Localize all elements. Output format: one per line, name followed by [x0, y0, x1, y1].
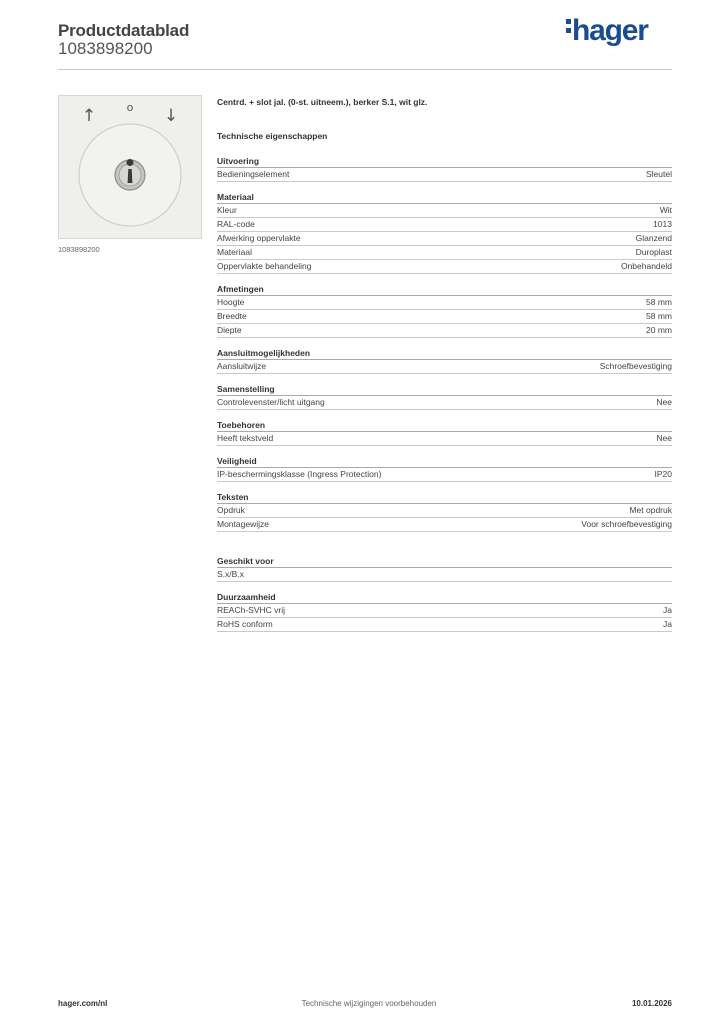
property-group	[217, 455, 672, 482]
property-label: Hoogte	[217, 297, 245, 307]
zero-position-icon: o	[126, 101, 134, 114]
property-group	[217, 419, 672, 446]
property-row	[217, 396, 672, 410]
property-row	[217, 246, 672, 260]
image-caption: 1083898200	[58, 245, 100, 254]
property-label: Controlevenster/licht uitgang	[217, 397, 325, 407]
property-label: Materiaal	[217, 247, 252, 257]
property-group	[217, 191, 672, 274]
property-row	[217, 468, 672, 482]
property-value: Ja	[663, 619, 672, 629]
property-label: Opdruk	[217, 505, 245, 515]
property-row	[217, 310, 672, 324]
property-value: 58 mm	[646, 297, 672, 307]
property-value: Duroplast	[635, 247, 672, 257]
property-label: Afwerking oppervlakte	[217, 233, 301, 243]
property-value: Schroefbevestiging	[599, 361, 672, 371]
property-label: RAL-code	[217, 219, 255, 229]
property-label: IP-beschermingsklasse (Ingress Protection)	[217, 469, 382, 479]
product-image	[58, 95, 202, 239]
group-title: Teksten	[217, 491, 672, 504]
property-groups	[217, 155, 672, 532]
property-row	[217, 360, 672, 374]
property-label: Breedte	[217, 311, 247, 321]
product-description: Centrd. + slot jal. (0-st. uitneem.), berker S.1, wit glz.	[217, 97, 428, 107]
property-row	[217, 568, 672, 582]
hager-logo	[566, 14, 648, 48]
property-group	[217, 491, 672, 532]
property-value: Ja	[663, 605, 672, 615]
footer-website: hager.com/nl	[58, 999, 108, 1008]
group-title: Veiligheid	[217, 455, 672, 468]
property-group	[217, 347, 672, 374]
footer-notice: Technische wijzigingen voorbehouden	[301, 999, 437, 1008]
tech-properties-title: Technische eigenschappen	[217, 131, 328, 141]
property-label: REACh-SVHC vrij	[217, 605, 286, 615]
property-row	[217, 504, 672, 518]
group-title: Toebehoren	[217, 419, 672, 432]
property-label: Kleur	[217, 205, 237, 215]
page-title: Productdatablad	[58, 21, 190, 40]
property-row	[217, 432, 672, 446]
footer-date: 10.01.2026	[631, 999, 672, 1008]
property-row	[217, 296, 672, 310]
property-row	[217, 204, 672, 218]
property-value: Sleutel	[646, 169, 672, 179]
property-row	[217, 324, 672, 338]
logo-text: hager	[572, 14, 648, 47]
property-value: Wit	[659, 205, 672, 215]
property-group	[217, 155, 672, 182]
property-label: Aansluitwijze	[217, 361, 267, 371]
property-group	[217, 283, 672, 338]
header-divider	[58, 69, 672, 70]
property-row	[217, 518, 672, 532]
property-group	[217, 591, 672, 632]
product-number: 1083898200	[58, 39, 153, 58]
group-title: Aansluitmogelijkheden	[217, 347, 672, 360]
group-title: Uitvoering	[217, 155, 672, 168]
property-row	[217, 604, 672, 618]
property-value: Met opdruk	[629, 505, 672, 515]
property-label: S.x/B.x	[217, 569, 244, 579]
property-value: Glanzend	[635, 233, 672, 243]
property-row	[217, 260, 672, 274]
property-value: Onbehandeld	[620, 261, 672, 271]
property-label: Montagewijze	[217, 519, 269, 529]
group-title: Samenstelling	[217, 383, 672, 396]
group-title: Geschikt voor	[217, 555, 672, 568]
property-value: IP20	[654, 469, 672, 479]
property-label: RoHS conform	[217, 619, 273, 629]
arrow-up-icon: ↑	[81, 106, 97, 126]
property-label: Bedieningselement	[217, 169, 290, 179]
property-group	[217, 383, 672, 410]
property-value: 58 mm	[646, 311, 672, 321]
property-label: Oppervlakte behandeling	[217, 261, 312, 271]
group-title: Duurzaamheid	[217, 591, 672, 604]
property-value: Nee	[656, 397, 672, 407]
group-title: Afmetingen	[217, 283, 672, 296]
logo-colon	[566, 15, 572, 37]
arrow-down-icon: ↓	[163, 106, 179, 126]
property-label: Heeft tekstveld	[217, 433, 274, 443]
group-title: Materiaal	[217, 191, 672, 204]
specifications	[217, 96, 672, 632]
extra-groups	[217, 555, 672, 632]
property-row	[217, 218, 672, 232]
property-label: Diepte	[217, 325, 242, 335]
property-value: 1013	[653, 219, 672, 229]
property-value: Nee	[656, 433, 672, 443]
property-row	[217, 232, 672, 246]
property-value: Voor schroefbevestiging	[581, 519, 672, 529]
property-row	[217, 168, 672, 182]
property-value: 20 mm	[646, 325, 672, 335]
property-group	[217, 555, 672, 582]
property-row	[217, 618, 672, 632]
